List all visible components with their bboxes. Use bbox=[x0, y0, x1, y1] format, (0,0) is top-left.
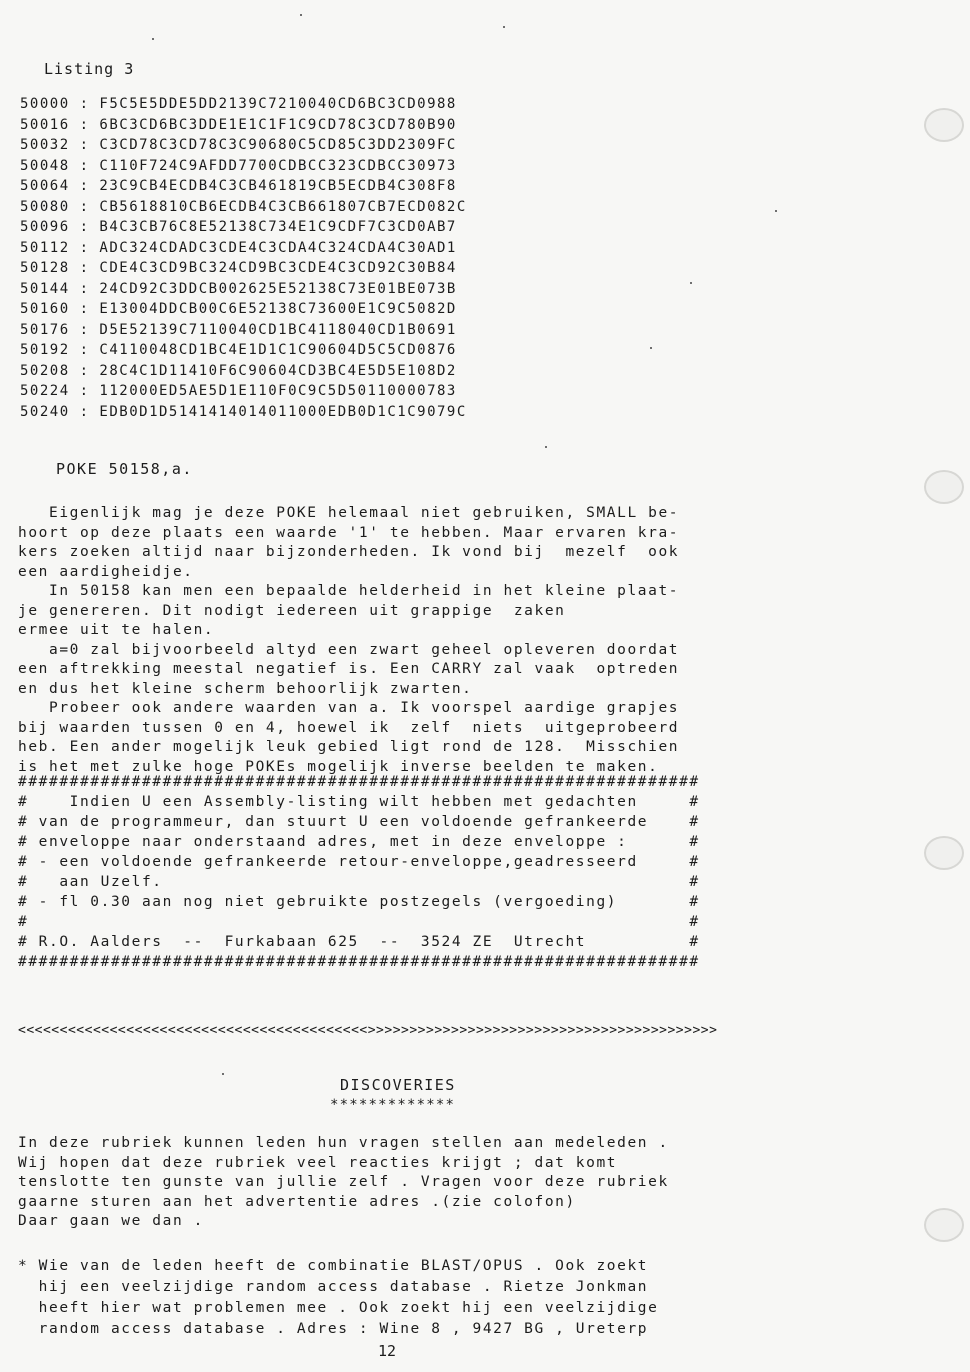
listing-row: 50176 : D5E52139C7110040CD1BC4118040CD1B0691 bbox=[20, 321, 457, 338]
box-line: # - een voldoende gefrankeerde retour-enveloppe,geadresseerd # bbox=[18, 854, 700, 870]
body-line: een aardigheidje. bbox=[18, 563, 194, 580]
body-line: heb. Een ander mogelijk leuk gebied ligt rond de 128. Misschien bbox=[18, 739, 680, 755]
discoveries-underline: ************* bbox=[330, 1097, 456, 1113]
punch-hole bbox=[924, 836, 964, 870]
listing-row: 50208 : 28C4C1D11410F6C90604CD3BC4E5D5E108D2 bbox=[20, 362, 457, 379]
discoveries-intro bbox=[18, 1134, 793, 1232]
listing-heading: Listing 3 bbox=[44, 60, 135, 78]
body-line: ermee uit te halen. bbox=[18, 622, 215, 638]
box-line: # enveloppe naar onderstaand adres, met in deze enveloppe : # bbox=[18, 834, 700, 850]
body-line: bij waarden tussen 0 en 4, hoewel ik zelf niets uitgeprobeerd bbox=[18, 719, 680, 736]
listing-row: 50112 : ADC324CDADC3CDE4C3CDA4C324CDA4C30AD1 bbox=[20, 239, 457, 256]
item-line: hij een veelzijdige random access database . Rietze Jonkman bbox=[18, 1279, 649, 1295]
listing-row: 50160 : E13004DDCB00C6E52138C73600E1C9C5082D bbox=[20, 301, 457, 317]
scan-speck bbox=[503, 26, 505, 28]
scan-speck bbox=[222, 1073, 224, 1075]
scan-speck bbox=[650, 347, 652, 349]
item-line: heeft hier wat problemen mee . Ook zoekt hij een veelzijdige bbox=[18, 1300, 659, 1316]
body-line: kers zoeken altijd naar bijzonderheden. Ik vond bij mezelf ook bbox=[18, 544, 680, 560]
listing-row: 50240 : EDB0D1D5141414014011000EDB0D1C1C9079C bbox=[20, 403, 467, 420]
intro-line: tenslotte ten gunste van jullie zelf . Vragen voor deze rubriek bbox=[18, 1174, 669, 1190]
punch-hole bbox=[924, 1208, 964, 1242]
body-line: a=0 zal bijvoorbeeld altyd een zwart geheel opleveren doordat bbox=[18, 641, 680, 658]
item-line: * Wie van de leden heeft de combinatie BLAST/OPUS . Ook zoekt bbox=[18, 1258, 649, 1274]
scan-speck bbox=[545, 446, 547, 448]
listing-row: 50128 : CDE4C3CD9BC324CD9BC3CDE4C3CD92C30B84 bbox=[20, 260, 457, 276]
box-line: # aan Uzelf. # bbox=[18, 874, 700, 890]
listing-row: 50080 : CB5618810CB6ECDB4C3CB661807CB7ECD082C bbox=[20, 198, 467, 215]
body-line: Eigenlijk mag je deze POKE helemaal niet gebruiken, SMALL be- bbox=[18, 505, 680, 521]
listing-row: 50144 : 24CD92C3DDCB002625E52138C73E01BE073B bbox=[20, 280, 457, 297]
box-line: # Indien U een Assembly-listing wilt hebben met gedachten # bbox=[18, 794, 700, 810]
page-number: 12 bbox=[378, 1342, 397, 1360]
punch-hole bbox=[924, 108, 964, 142]
body-line: In 50158 kan men een bepaalde helderheid in het kleine plaat- bbox=[18, 583, 680, 599]
body-line: Probeer ook andere waarden van a. Ik voorspel aardige grapjes bbox=[18, 700, 680, 716]
section-divider: <<<<<<<<<<<<<<<<<<<<<<<<<<<<<<<<<<<<<<<<<<>>>>>>>>>>>>>>>>>>>>>>>>>>>>>>>>>>>>>>>>>> bbox=[18, 1023, 718, 1038]
assembly-offer-box bbox=[18, 772, 700, 972]
scan-speck bbox=[300, 14, 302, 16]
intro-line: In deze rubriek kunnen leden hun vragen stellen aan medeleden . bbox=[18, 1135, 669, 1151]
scan-speck bbox=[690, 282, 692, 284]
body-line: en dus het kleine scherm behoorlijk zwarten. bbox=[18, 680, 473, 697]
hex-listing bbox=[20, 96, 467, 424]
punch-hole bbox=[924, 470, 964, 504]
item-line: random access database . Adres : Wine 8 , 9427 BG , Ureterp bbox=[18, 1321, 649, 1337]
scan-speck bbox=[775, 210, 777, 212]
body-line: hoort op deze plaats een waarde '1' te hebben. Maar ervaren kra- bbox=[18, 524, 680, 541]
poke-statement: POKE 50158,a. bbox=[56, 460, 193, 478]
intro-line: Wij hopen dat deze rubriek veel reacties krijgt ; dat komt bbox=[18, 1154, 618, 1171]
body-paragraphs bbox=[18, 504, 793, 777]
box-line: # # bbox=[18, 914, 700, 930]
discoveries-item bbox=[18, 1256, 793, 1340]
box-line: ################################################################## bbox=[18, 954, 700, 970]
box-line: # - fl 0.30 aan nog niet gebruikte postzegels (vergoeding) # bbox=[18, 894, 700, 910]
body-line: een aftrekking meestal negatief is. Een CARRY zal vaak optreden bbox=[18, 661, 680, 677]
intro-line: Daar gaan we dan . bbox=[18, 1213, 204, 1229]
intro-line: gaarne sturen aan het advertentie adres .(zie colofon) bbox=[18, 1193, 576, 1210]
listing-row: 50048 : C110F724C9AFDD7700CDBCC323CDBCC30973 bbox=[20, 157, 457, 174]
listing-row: 50064 : 23C9CB4ECDB4C3CB461819CB5ECDB4C308F8 bbox=[20, 178, 457, 194]
listing-row: 50192 : C4110048CD1BC4E1D1C1C90604D5C5CD0876 bbox=[20, 342, 457, 358]
listing-row: 50096 : B4C3CB76C8E52138C734E1C9CDF7C3CD0AB7 bbox=[20, 219, 457, 235]
listing-row: 50032 : C3CD78C3CD78C3C90680C5CD85C3DD2309FC bbox=[20, 137, 457, 153]
box-line: ################################################################## bbox=[18, 774, 700, 790]
listing-row: 50224 : 112000ED5AE5D1E110F0C9C5D50110000783 bbox=[20, 383, 457, 399]
body-line: is het met zulke hoge POKEs mogelijk inverse beelden te maken. bbox=[18, 758, 659, 775]
listing-row: 50016 : 6BC3CD6BC3DDE1E1C1F1C9CD78C3CD780B90 bbox=[20, 116, 457, 133]
scan-speck bbox=[152, 38, 154, 40]
box-line: # R.O. Aalders -- Furkabaan 625 -- 3524 ZE Utrecht # bbox=[18, 934, 700, 950]
box-line: # van de programmeur, dan stuurt U een voldoende gefrankeerde # bbox=[18, 814, 700, 830]
discoveries-title: DISCOVERIES bbox=[340, 1076, 456, 1094]
listing-row: 50000 : F5C5E5DDE5DD2139C7210040CD6BC3CD0988 bbox=[20, 96, 457, 112]
body-line: je genereren. Dit nodigt iedereen uit grappige zaken bbox=[18, 602, 566, 619]
